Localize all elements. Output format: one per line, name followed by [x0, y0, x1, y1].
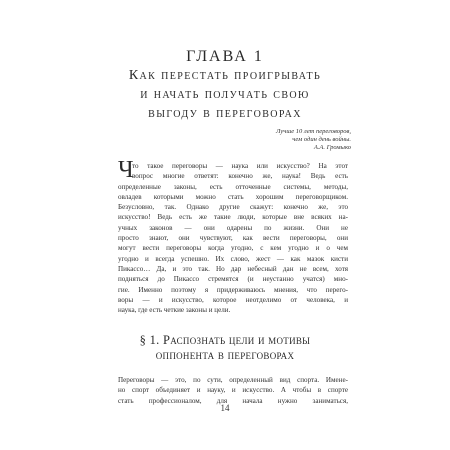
text-line: но спорт объединяет и науку, и искусство. А чтобы в спорте [118, 386, 348, 395]
epigraph-line: чем один день войны. [292, 136, 351, 143]
text-line: просто знают, они чувствуют, как вести переговоры, они [118, 234, 348, 243]
section-heading-line: оппонента в переговорах [155, 348, 295, 362]
text-line: вопрос многие ответят: конечно же, наука! Ведь есть [132, 172, 348, 181]
section-heading [0, 333, 450, 363]
chapter-title-line: выгоду в переговорах [148, 106, 302, 121]
text-line: Пикассо… Да, и это так. Но дар небесный дан не всем, хотя [118, 264, 348, 273]
chapter-body-text [118, 161, 348, 315]
epigraph [276, 128, 351, 152]
epigraph-line: Лучше 10 лет переговоров, [275, 128, 351, 135]
text-line: Безусловно, так. Однако другие скажут: конечно же, это [118, 203, 348, 212]
section-body-text [118, 375, 348, 406]
page-number: 14 [220, 403, 230, 413]
chapter-title-line: Как перестать проигрывать [128, 68, 322, 83]
text-line: овладев которыми можно стать хорошим переговорщиком. [118, 192, 348, 201]
text-line: угодно и всегда успешно. Их слово, жест — как мазок кисти [118, 254, 348, 263]
epigraph-author: А.А. Громыко [313, 144, 351, 151]
text-line: гие. Именно поэтому я придерживаюсь мнения, что перего- [118, 285, 348, 294]
text-line: искусство! Ведь есть же такие люди, которые вне всяких на- [118, 213, 348, 222]
text-line: определенные законы, есть отточенные системы, методы, [118, 182, 348, 191]
text-line: воры — и искусство, которое неотделимо от человека, и [118, 295, 348, 304]
text-line: Переговоры — это, по сути, определенный вид спорта. Имене- [118, 376, 348, 384]
text-line: наука, где есть четкие законы и цели. [118, 306, 231, 315]
text-line: стать профессионалом, для начала нужно заниматься, [118, 396, 348, 405]
section-heading-line: § 1. Распознать цели и мотивы [139, 333, 311, 347]
text-line: то такое переговоры — наука или искусство? На этот [132, 162, 348, 170]
chapter-title [0, 66, 450, 123]
text-line: подняться до Пикассо стремятся (и неустанно учатся) мно- [118, 275, 348, 284]
chapter-label: ГЛАВА 1 [186, 48, 264, 65]
text-line: учных законов — они одарены по жизни. Они не [118, 223, 348, 232]
text-line: могут вести переговоры когда угодно, с кем угодно и о чем [118, 244, 348, 253]
chapter-title-line: и начать получать свою [140, 87, 310, 102]
drop-cap: Ч [118, 157, 134, 183]
